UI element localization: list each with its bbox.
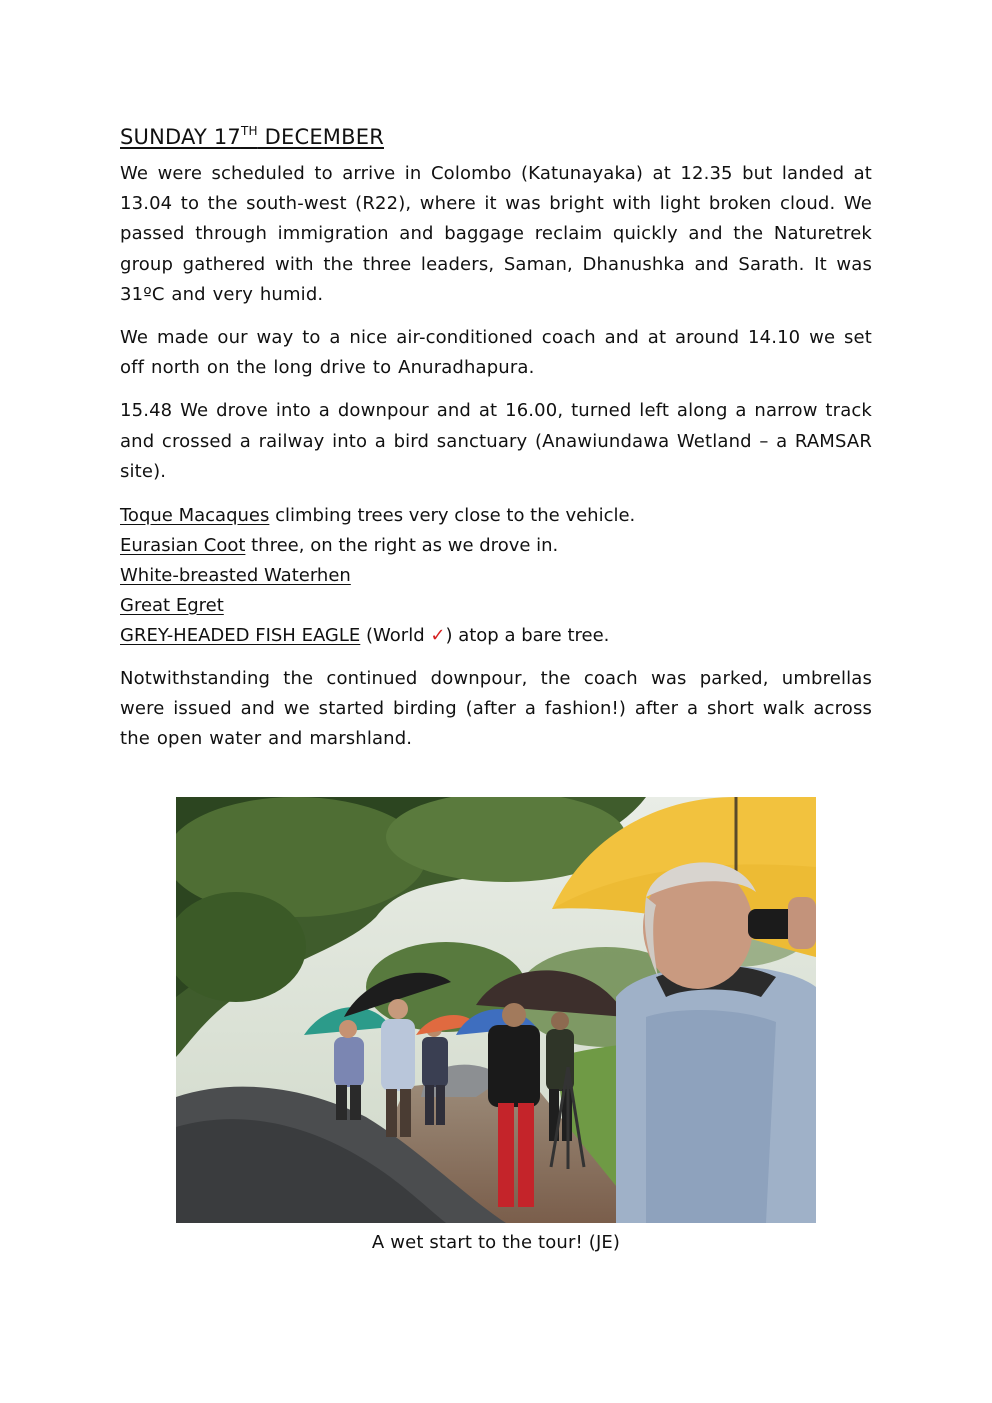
species-name: Eurasian Coot xyxy=(120,535,246,557)
content-column xyxy=(120,120,872,755)
species-name: White-breasted Waterhen xyxy=(120,565,351,587)
species-list xyxy=(120,501,872,651)
photo-caption: A wet start to the tour! (JE) xyxy=(371,1232,621,1253)
downpour-paragraph: 15.48 We drove into a downpour and at 16.00, turned left along a narrow track and crossed a railway into a bird sanctuary (Anawiundawa Wetland – a RAMSAR site). xyxy=(120,400,872,482)
species-note-end: ) atop a bare tree. xyxy=(445,625,610,647)
tick-icon: ✓ xyxy=(430,625,446,647)
arrival-paragraph: We were scheduled to arrive in Colombo (Katunayaka) at 12.35 but landed at 13.04 to the south-west (R22), where it was bright with light broken cloud. We passed through immigration and baggage reclaim quickly and the Naturetrek group gathered with the three leaders, Saman, Dhanushka and Sarath. It was 31ºC and very humid. xyxy=(120,163,872,305)
species-note: three, on the right as we drove in. xyxy=(245,535,559,557)
species-note: (World xyxy=(360,625,431,647)
day-heading xyxy=(120,120,872,154)
heading-prefix: SUNDAY 17 xyxy=(120,125,241,149)
heading-suffix: DECEMBER xyxy=(257,125,384,149)
species-name: Great Egret xyxy=(120,595,224,617)
species-note: climbing trees very close to the vehicle. xyxy=(269,505,636,527)
coach-paragraph: We made our way to a nice air-conditioned coach and at around 14.10 we set off north on the long drive to Anuradhapura. xyxy=(120,327,872,379)
species-item xyxy=(120,531,872,561)
species-item xyxy=(120,591,872,621)
species-item xyxy=(120,501,872,531)
closing-paragraph: Notwithstanding the continued downpour, the coach was parked, umbrellas were issued and we started birding (after a fashion!) after a short walk across the open water and marshland. xyxy=(120,668,872,750)
birding-photo xyxy=(176,797,816,1223)
species-item xyxy=(120,561,872,591)
heading-superscript: TH xyxy=(240,124,258,138)
species-name: GREY-HEADED FISH EAGLE xyxy=(120,625,361,647)
species-name: Toque Macaques xyxy=(120,505,270,527)
species-item xyxy=(120,621,872,651)
